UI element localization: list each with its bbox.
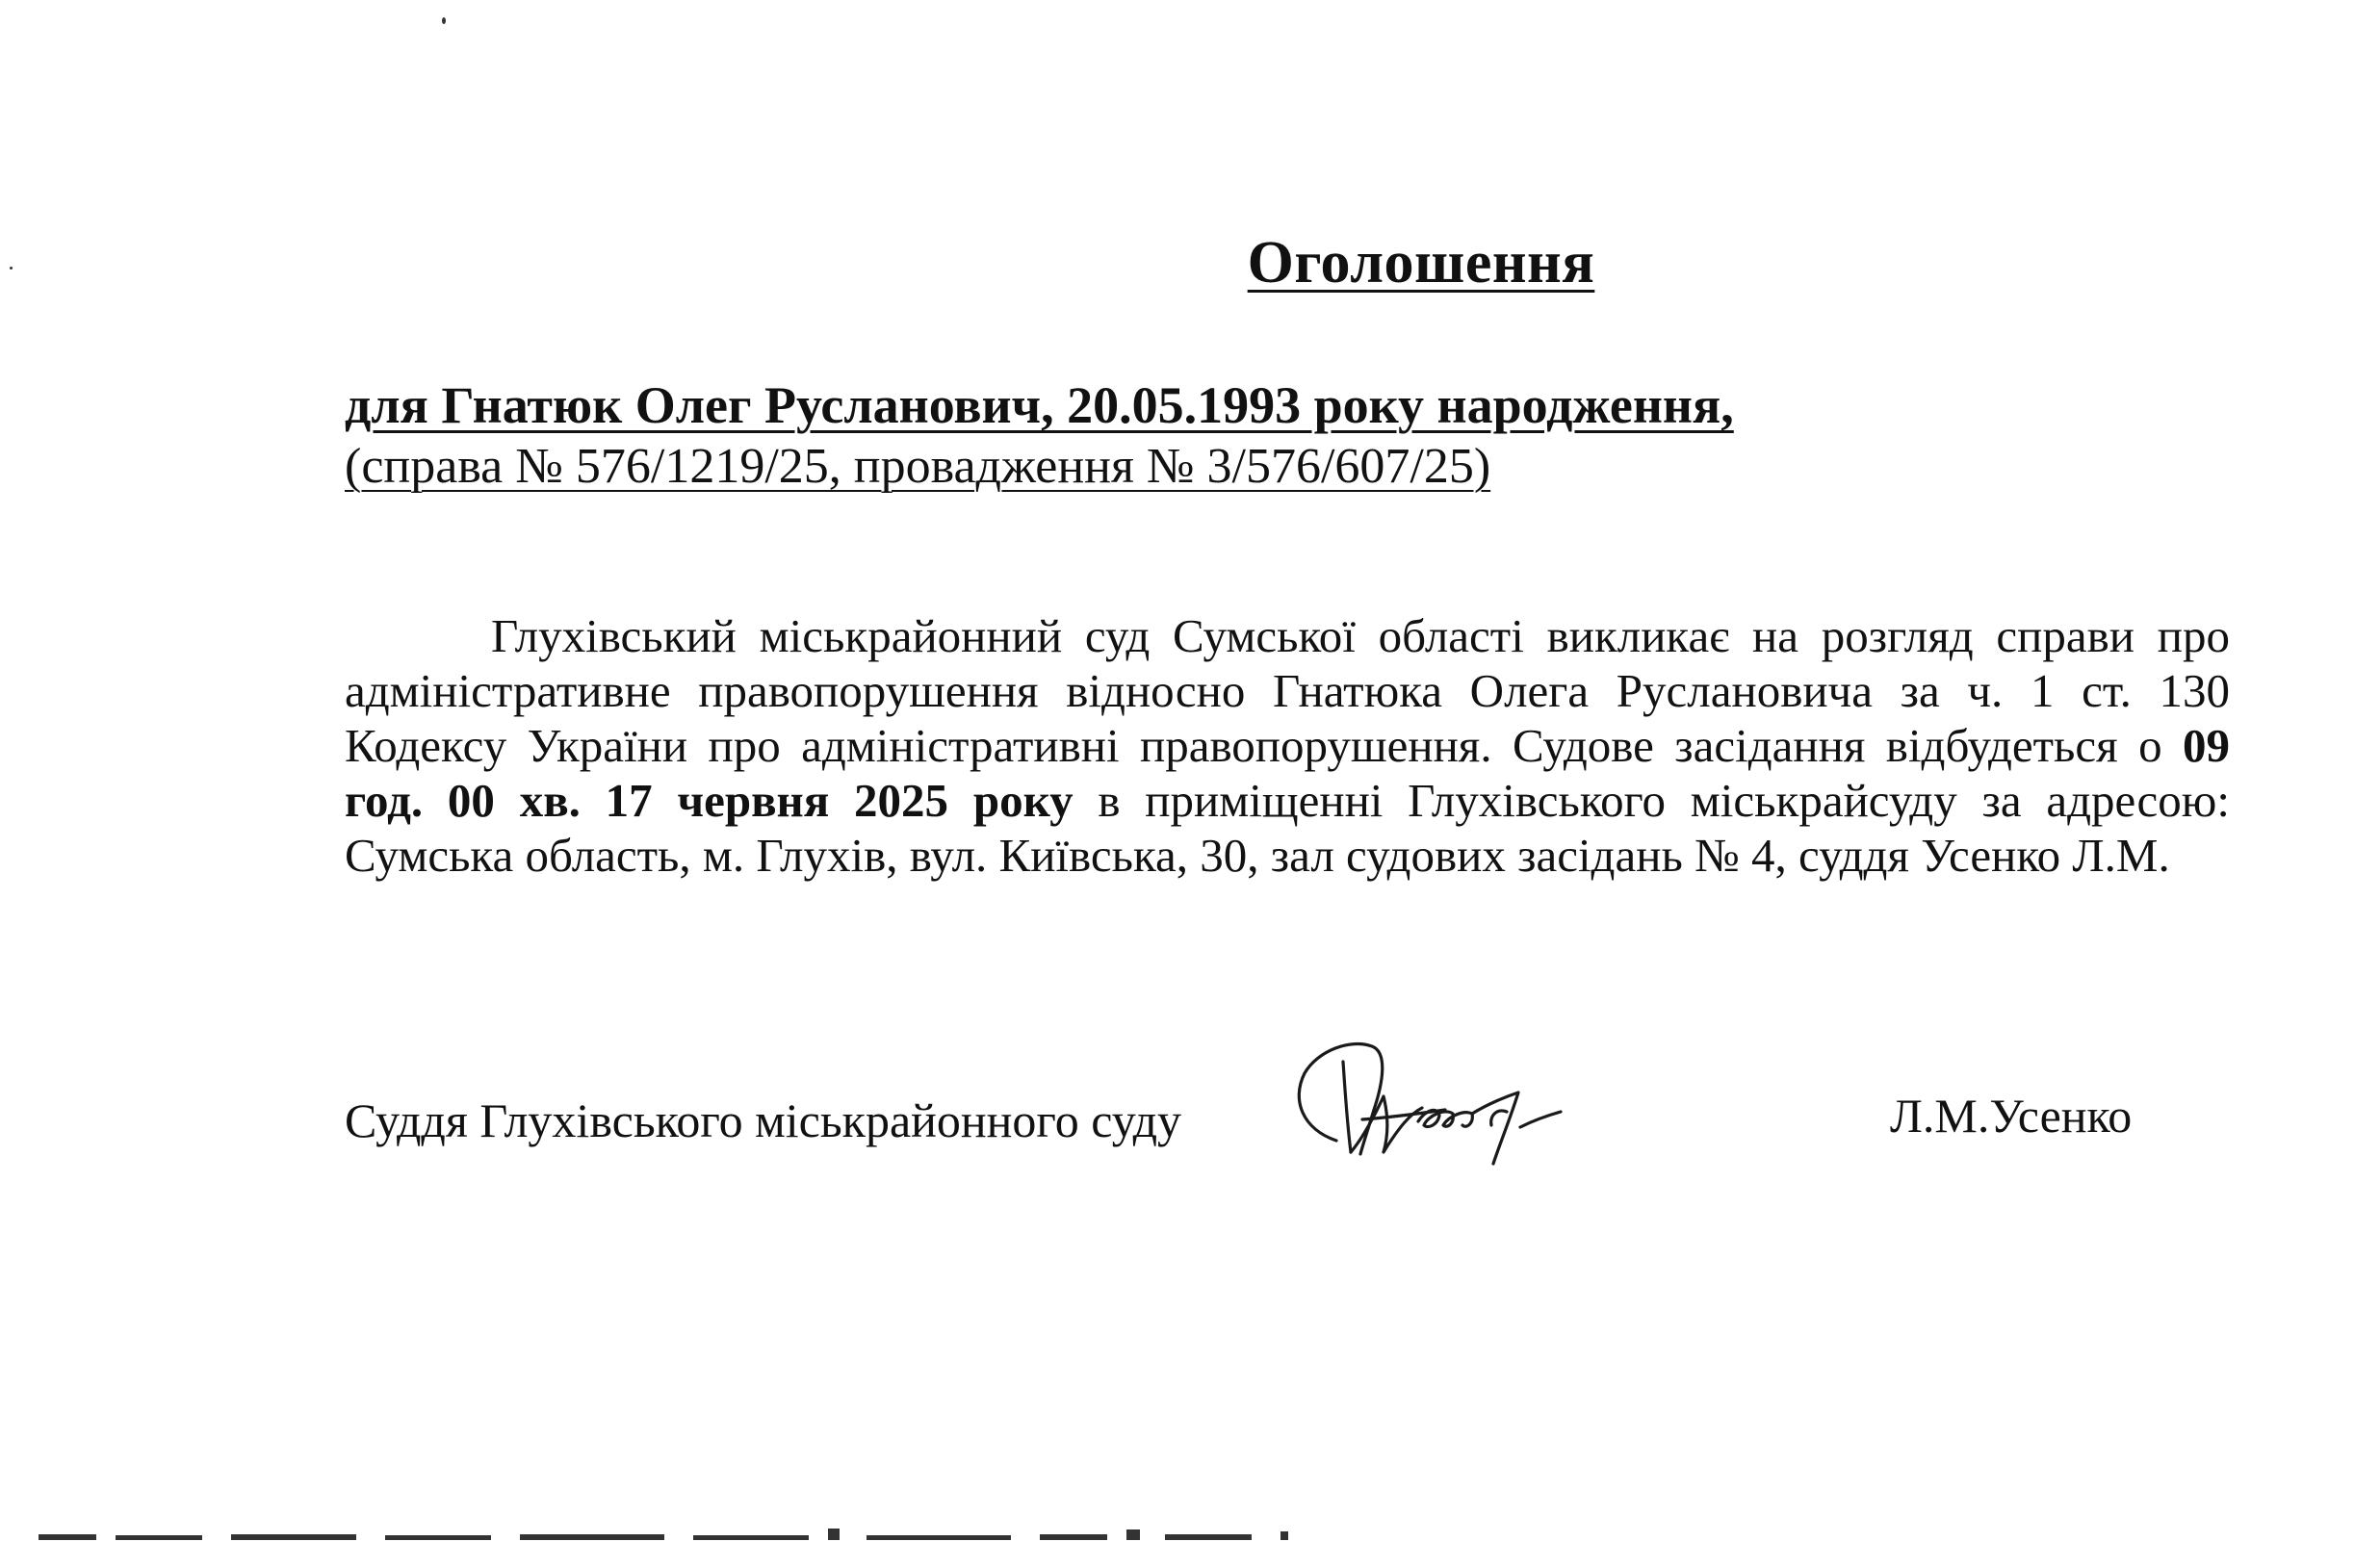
addressee-line: для Гнатюк Олег Русланович, 20.05.1993 року народження, <box>345 376 1734 434</box>
hearing-datetime: 09 год. 00 хв. 17 червня 2025 року <box>345 719 2230 827</box>
signature-label: Суддя Глухівського міськрайонного суду <box>345 1093 1182 1147</box>
document-title-text: Оголошення <box>1247 230 1595 296</box>
notice-body <box>345 608 2230 883</box>
handwritten-signature <box>1283 1033 1582 1177</box>
scan-speck <box>442 17 446 24</box>
signature-block <box>345 1044 2174 1179</box>
document-title <box>0 229 2380 297</box>
judge-name: Л.М.Усенко <box>1890 1089 2133 1143</box>
cutoff-text-fragment <box>0 1529 2380 1542</box>
notice-body-part1: Глухівський міськрайонний суд Сумської області викликає на розгляд справи про адміністративне правопорушення відносно Гнатюка Олега Руслановича за ч. 1 ст. 130 Кодексу України про адміністративні правопорушення. Судове засідання відбудеться о <box>345 609 2230 772</box>
case-reference: (справа № 576/1219/25, провадження № 3/576/607/25) <box>345 439 1491 494</box>
notice-body-part2: в приміщенні Глухівського міськрайсуду за адресою: Сумська область, м. Глухів, вул. Київська, 30, зал судових засідань № 4, суддя Усенко Л.М. <box>345 774 2230 882</box>
